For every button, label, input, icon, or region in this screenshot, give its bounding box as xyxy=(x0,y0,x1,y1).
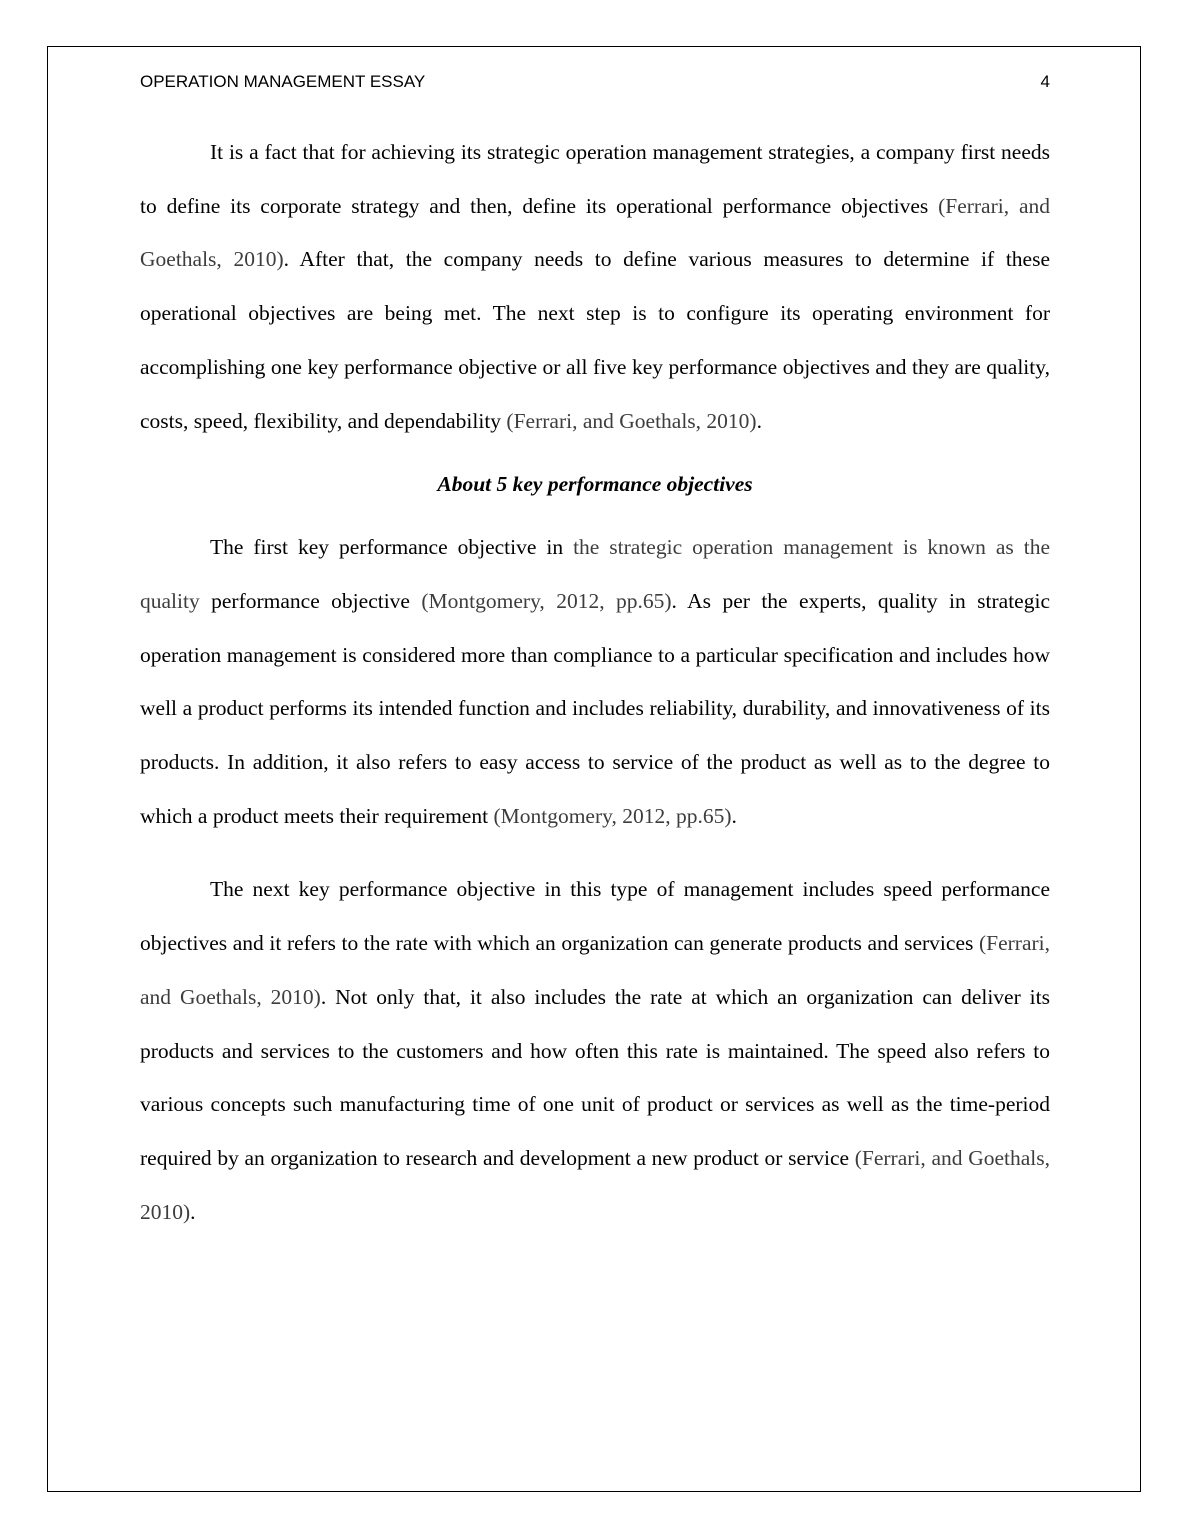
citation: (Montgomery, 2012, pp.65) xyxy=(421,588,672,613)
citation: (Montgomery, 2012, pp.65) xyxy=(493,803,732,828)
paragraph-speed xyxy=(140,863,1050,1239)
page-number: 4 xyxy=(1040,72,1050,91)
paragraph-text: . xyxy=(190,1199,196,1224)
paragraph-intro xyxy=(140,126,1050,448)
paragraph-text: It is a fact that for achieving its strategic operation management strategies, a company first needs to define its corporate strategy and then, define its operational performance objectives xyxy=(140,140,1050,218)
citation: (Ferrari, and Goethals, 2010) xyxy=(140,931,1050,1009)
citation: (Ferrari, and Goethals, 2010) xyxy=(140,1145,1050,1224)
running-header xyxy=(140,72,1050,96)
document-body xyxy=(140,126,1050,1239)
paragraph-text: . As per the experts, quality in strategic operation management is considered more than compliance to a particular specification and includes how well a product performs its intended function and includes reliability, durability, and innovativeness of its products. In addition, it also refers to easy access to service of the product as well as to the degree to which a product meets their requirement xyxy=(140,588,1050,828)
header-title: OPERATION MANAGEMENT ESSAY xyxy=(140,72,426,91)
section-heading: About 5 key performance objectives xyxy=(437,472,753,497)
paragraph-text: . xyxy=(731,803,737,828)
paragraph-text: performance objective xyxy=(199,588,422,613)
citation: (Ferrari, and Goethals, 2010) xyxy=(140,193,1050,272)
highlighted-text: the strategic operation management is known as the quality xyxy=(140,535,1051,613)
paragraph-text: . After that, the company needs to define various measures to determine if these operational objectives are being met. The next step is to configure its operating environment for accomplishing one key performance objective or all five key performance objectives and they are quality, costs, speed, flexibility, and dependability xyxy=(140,247,1050,433)
citation: (Ferrari, and Goethals, 2010) xyxy=(506,408,757,433)
paragraph-text: . Not only that, it also includes the rate at which an organization can deliver its products and services to the customers and how often this rate is maintained. The speed also refers to various concepts such manufacturing time of one unit of product or services as well as the time-period required by an organization to research and development a new product or service xyxy=(140,984,1050,1170)
paragraph-text: The first key performance objective in xyxy=(210,535,574,560)
paragraph-quality xyxy=(140,521,1050,843)
paragraph-text: . xyxy=(756,408,762,433)
paragraph-text: The next key performance objective in this type of management includes speed performance objectives and it refers to the rate with which an organization can generate products and services xyxy=(140,877,1050,956)
